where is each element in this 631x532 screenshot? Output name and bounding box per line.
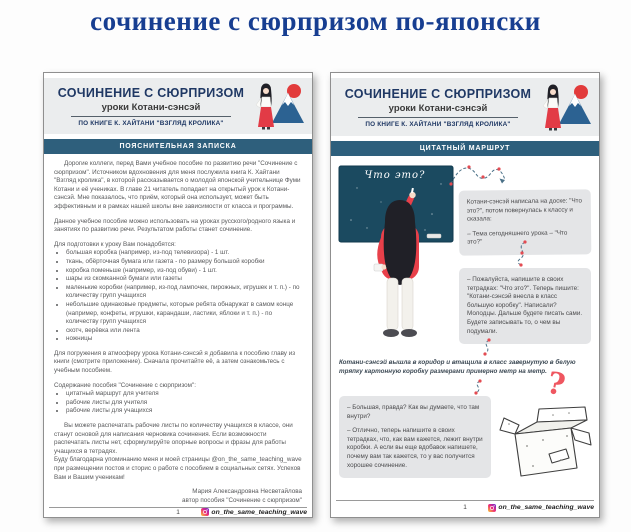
book-narration: Котани-сэнсэй вышла в коридор и втащила в класс завернутую в белую тряпку картонную коробку размерами примерно метр на метр. xyxy=(339,359,576,375)
fuji-miko-illustration xyxy=(253,81,307,131)
booklet-page-right xyxy=(330,72,600,518)
book-reference: ПО КНИГЕ К. ХАЙТАНИ "ВЗГЛЯД КРОЛИКА" xyxy=(365,120,511,128)
supply-item: • коробка поменьше (например, из-под обуви) - 1 шт. xyxy=(66,267,302,276)
content-item: • рабочие листы для учителя xyxy=(66,399,302,408)
page-footer xyxy=(49,507,307,516)
dotted-connector xyxy=(479,338,497,357)
fuji-miko-illustration xyxy=(540,82,594,132)
supply-item: • шары из скомканной бумаги или газеты xyxy=(66,275,302,284)
supply-item: • большая коробка (например, из-под телевизора) - 1 шт. xyxy=(66,249,302,258)
quote-text: – Пожалуйста, напишите в своих тетрадках: "Что это?". Теперь пишите: "Котани-сэнсэй внесла в класс большую коробку". Написали? Молодцы. Дальше будете писать сами. Будете записывать то, о чем вы подумали. xyxy=(467,276,583,335)
instagram-handle-text: on_the_same_teaching_wave xyxy=(211,508,307,516)
page-header xyxy=(331,78,599,136)
page-title: сочинение с сюрпризом по-японски xyxy=(90,6,541,36)
supplies-intro: Для подготовки к уроку Вам понадобятся: xyxy=(54,240,176,248)
quote-box-2 xyxy=(459,268,591,344)
instagram-icon xyxy=(488,504,496,512)
cardboard-box-illustration xyxy=(497,406,593,480)
instagram-handle[interactable] xyxy=(201,508,307,516)
paragraph-greeting: Дорогие коллеги, перед Вами учебное пособие по развитию речи "Сочинение с сюрпризом". Источником вдохновения для меня послужила книга К. Хайтани "Взгляд кролика", в которой рассказывается о молодой японской учительнице Фуми Котани и её учениках. В главе 21 читатель попадает на открытый урок к Котани-сэнсэй. Мне показалось, что приём, который она использует, может быть эффективным и в рамках нашей школы вне зависимости от класса и программы. xyxy=(54,160,301,210)
header-divider xyxy=(358,117,518,118)
instagram-icon xyxy=(201,508,209,516)
content-item: • рабочие листы для учащихся xyxy=(66,407,302,416)
question-mark-icon: ? xyxy=(543,365,569,404)
paragraph-print: Вы можете распечатать рабочие листы по количеству учащихся в классе, они станут основой для написания черновика сочинения. Если возможности распечатать листы нет, сформулируйте опорные вопросы и фразы для работы учащихся в тетрадях. xyxy=(54,422,293,455)
quote-text: Котани-сэнсэй написала на доске: "Что это?", потом повернулась к классу и сказала: xyxy=(466,197,582,223)
paragraph-usage: Данное учебное пособие можно использовать на уроках русского/родного языка и занятиях по развитию речи. Результатом работы станет сочинение. xyxy=(54,217,296,234)
supply-item: • скотч, верёвка или лента xyxy=(66,327,302,336)
quote-text: – Отлично, теперь напишите в своих тетрадках, что, как вам кажется, лежит внутри коробки. А если вы еще вдобавок напишете, почему вам так кажется, то у вас получится хорошее сочинение. xyxy=(347,427,483,469)
quote-route-body xyxy=(331,156,599,498)
instagram-handle[interactable] xyxy=(488,504,594,512)
quote-text: – Большая, правда? Как вы думаете, что там внутри? xyxy=(347,404,480,420)
teacher-blackboard-illustration xyxy=(337,162,457,352)
explanatory-note-body xyxy=(44,154,312,505)
quote-text: – Тема сегодняшнего урока – "Что это?" xyxy=(467,229,568,246)
supply-item: • ножницы xyxy=(66,335,302,344)
booklet-subtitle: уроки Котани-сэнсэй xyxy=(101,101,201,113)
header-text xyxy=(49,86,253,127)
content-item: • цитатный маршрут для учителя xyxy=(66,390,302,399)
supply-item: • небольшие одинаковые предметы, которые ребята обнаружат в самом конце (например, конфеты, игрушки, карандаши, ластики, яблоки и т. п.) - по количеству групп учащихся xyxy=(66,301,302,327)
page-number: 1 xyxy=(463,504,467,511)
section-title-bar: ЦИТАТНЫЙ МАРШРУТ xyxy=(331,141,599,156)
signature xyxy=(54,488,302,505)
booklet-page-left xyxy=(43,72,313,518)
section-title-bar: ПОЯСНИТЕЛЬНАЯ ЗАПИСКА xyxy=(44,139,312,154)
contents-intro: Содержание пособия "Сочинение с сюрпризом": xyxy=(54,381,196,389)
booklet-title: СОЧИНЕНИЕ С СЮРПРИЗОМ xyxy=(57,85,245,100)
paragraph-thanks: Буду благодарна упоминанию меня и моей страницы @on_the_same_teaching_wave при размещении постов и сторис о работе с пособием в социальных сетях. Успехов Вам и Вашим ученикам! xyxy=(54,456,302,481)
paragraph-immersion: Для погружения в атмосферу урока Котани-сэнсэй я добавила к пособию главу из книги (смотрите приложение). Сначала прочитайте её, а затем ознакомьтесь с учебным пособием. xyxy=(54,349,296,375)
booklet-subtitle: уроки Котани-сэнсэй xyxy=(388,102,488,114)
supply-item: • маленькие коробки (например, из-под лампочек, пирожных, игрушек и т. п.) - по количеству групп учащихся xyxy=(66,284,302,301)
header-divider xyxy=(71,116,231,117)
signature-name: Мария Александровна Несветайлова xyxy=(192,488,302,496)
dotted-connector xyxy=(449,162,509,192)
book-reference: ПО КНИГЕ К. ХАЙТАНИ "ВЗГЛЯД КРОЛИКА" xyxy=(78,119,224,127)
contents-list xyxy=(54,390,302,416)
page-number: 1 xyxy=(176,508,180,516)
page-footer xyxy=(336,500,594,514)
dotted-connector xyxy=(513,240,531,267)
instagram-handle-text: on_the_same_teaching_wave xyxy=(498,504,594,511)
dotted-connector xyxy=(469,379,487,396)
booklet-title: СОЧИНЕНИЕ С СЮРПРИЗОМ xyxy=(344,86,532,101)
header-text xyxy=(336,87,540,128)
blackboard-text: Что это? xyxy=(364,170,426,181)
page-header xyxy=(44,78,312,134)
quote-box-3 xyxy=(339,396,491,478)
signature-role: автор пособия "Сочинение с сюрпризом" xyxy=(182,496,302,504)
supply-item: • ткань, обёрточная бумага или газета - по размеру большой коробки xyxy=(66,258,302,267)
supplies-list xyxy=(54,249,302,344)
